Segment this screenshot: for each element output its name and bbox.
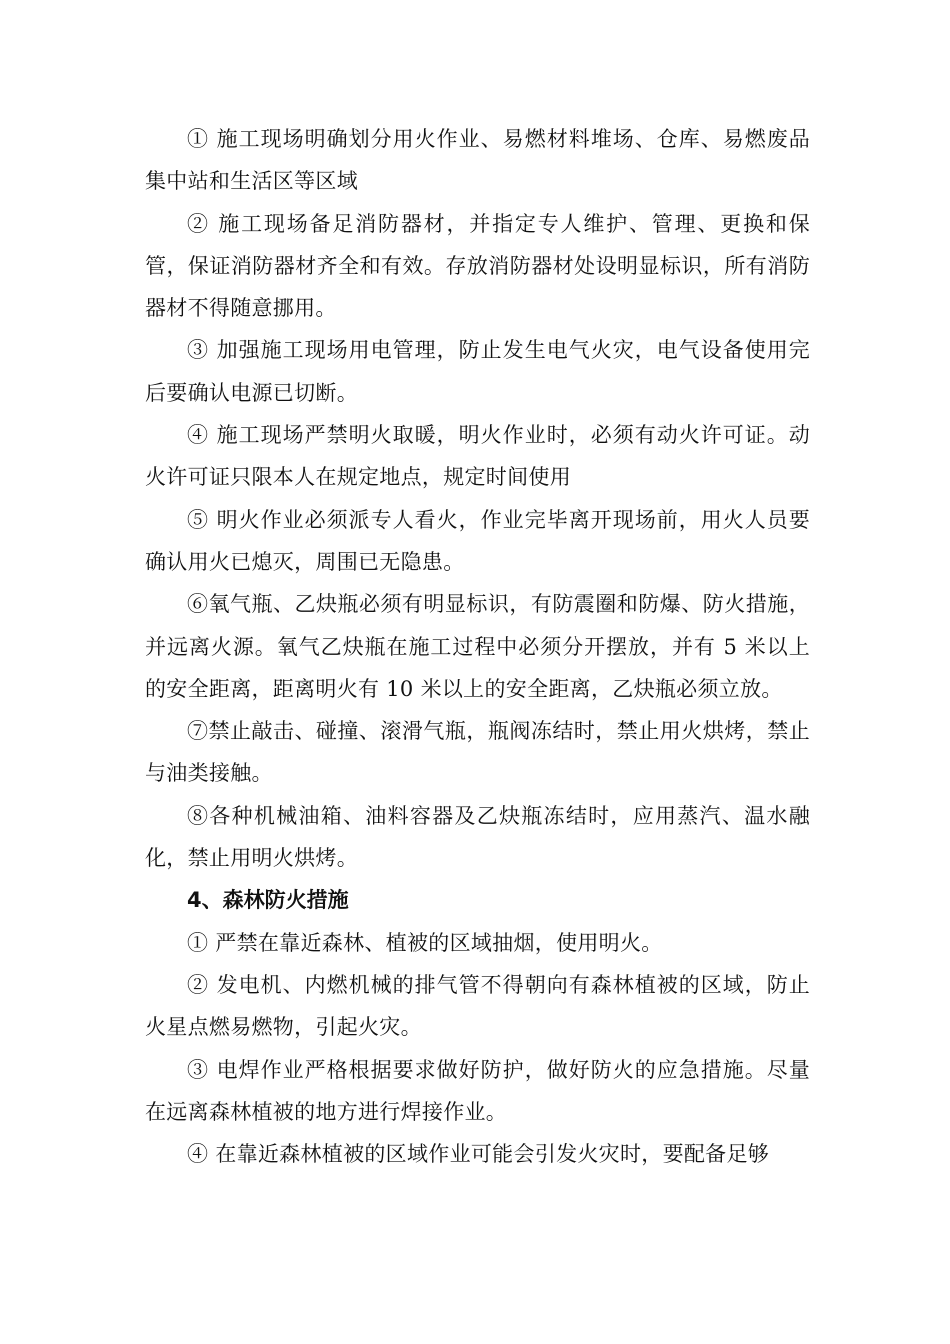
paragraph-gas-cylinders: ⑥氧气瓶、乙炔瓶必须有明显标识，有防震圈和防爆、防火措施，并远离火源。氧气乙炔瓶在施工过程中必须分开摆放，并有 5 米以上的安全距离，距离明火有 10 米以上的安全距离，乙炔瓶必须立放。	[145, 592, 810, 701]
paragraph-electrical-safety: ③ 加强施工现场用电管理，防止发生电气火灾，电气设备使用完后要确认电源已切断。	[145, 338, 810, 405]
section-heading: 4、森林防火措施	[187, 888, 349, 913]
paragraph-fire-watch: ⑤ 明火作业必须派专人看火，作业完毕离开现场前，用火人员要确认用火已熄灭，周围已无隐患。	[145, 507, 810, 574]
paragraph-forest-work: ④ 在靠近森林植被的区域作业可能会引发火灾时，要配备足够	[187, 1142, 770, 1167]
paragraph-no-smoking: ① 严禁在靠近森林、植被的区域抽烟，使用明火。	[187, 930, 663, 955]
paragraph-cylinder-handling: ⑦禁止敲击、碰撞、滚滑气瓶，瓶阀冻结时，禁止用火烘烤，禁止与油类接触。	[145, 719, 810, 786]
paragraph-fire-zones: ① 施工现场明确划分用火作业、易燃材料堆场、仓库、易燃废品集中站和生活区等区域	[145, 127, 810, 194]
paragraph-exhaust-pipes: ② 发电机、内燃机械的排气管不得朝向有森林植被的区域，防止火星点燃易燃物，引起火灾。	[145, 972, 810, 1040]
paragraph-frozen-containers: ⑧各种机械油箱、油料容器及乙炔瓶冻结时，应用蒸汽、温水融化，禁止用明火烘烤。	[145, 803, 810, 871]
paragraph-open-flame-permit: ④ 施工现场严禁明火取暖，明火作业时，必须有动火许可证。动火许可证只限本人在规定地点，规定时间使用	[145, 423, 810, 490]
paragraph-welding: ③ 电焊作业严格根据要求做好防护，做好防火的应急措施。尽量在远离森林植被的地方进行焊接作业。	[145, 1057, 810, 1124]
paragraph-fire-equipment: ② 施工现场备足消防器材，并指定专人维护、管理、更换和保管，保证消防器材齐全和有效。存放消防器材处设明显标识，所有消防器材不得随意挪用。	[145, 211, 810, 321]
document-page	[145, 118, 810, 1175]
